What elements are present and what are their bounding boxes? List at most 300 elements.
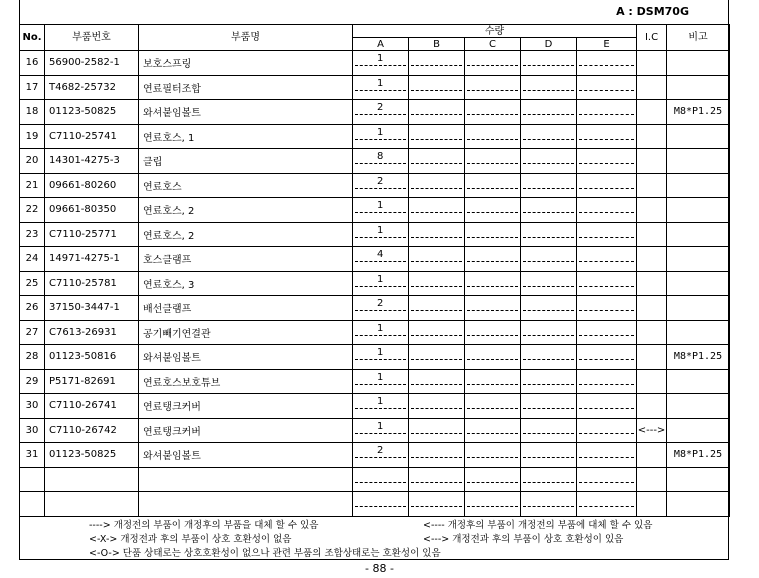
qty-dash-line xyxy=(579,163,634,164)
qty-cell-b xyxy=(409,394,465,419)
qty-cell-e xyxy=(577,222,637,247)
qty-cell-a xyxy=(353,443,409,468)
qty-dash-line xyxy=(579,310,634,311)
qty-dash-line xyxy=(411,408,462,409)
qty-dash-line xyxy=(579,212,634,213)
qty-cell-c xyxy=(465,198,521,223)
qty-cell-c xyxy=(465,369,521,394)
part-name: 연료호스보호튜브 xyxy=(139,369,353,394)
header-ic: I.C xyxy=(637,25,667,51)
remark-cell: M8*P1.25 xyxy=(667,100,730,125)
table-row xyxy=(20,100,730,125)
qty-cell-d xyxy=(521,418,577,443)
qty-dash-line xyxy=(355,163,406,164)
qty-dash-line xyxy=(467,188,518,189)
qty-dash-line xyxy=(411,65,462,66)
ic-cell xyxy=(637,369,667,394)
qty-cell-a xyxy=(353,345,409,370)
row-number: 17 xyxy=(20,75,45,100)
qty-dash-line xyxy=(355,65,406,66)
qty-cell-b xyxy=(409,320,465,345)
qty-cell-d xyxy=(521,247,577,272)
qty-dash-line xyxy=(579,457,634,458)
qty-dash-line xyxy=(411,212,462,213)
qty-dash-line xyxy=(523,335,574,336)
qty-dash-line xyxy=(411,433,462,434)
qty-dash-line xyxy=(411,457,462,458)
header-col-b: B xyxy=(409,38,465,51)
qty-value: 8 xyxy=(377,151,384,162)
qty-cell-a xyxy=(353,320,409,345)
ic-cell xyxy=(637,173,667,198)
table-row xyxy=(20,271,730,296)
ic-cell xyxy=(637,443,667,468)
qty-dash-line xyxy=(467,65,518,66)
row-number: 26 xyxy=(20,296,45,321)
part-number: C7110-26741 xyxy=(45,394,139,419)
header-col-a: A xyxy=(353,38,409,51)
part-number: T4682-25732 xyxy=(45,75,139,100)
qty-cell-b xyxy=(409,296,465,321)
qty-dash-line xyxy=(579,359,634,360)
row-number: 19 xyxy=(20,124,45,149)
qty-cell-a xyxy=(353,173,409,198)
qty-dash-line xyxy=(467,457,518,458)
part-number: 56900-2582-1 xyxy=(45,51,139,76)
qty-dash-line xyxy=(467,408,518,409)
qty-dash-line xyxy=(355,433,406,434)
qty-dash-line xyxy=(467,433,518,434)
qty-cell-b xyxy=(409,100,465,125)
qty-cell-c xyxy=(465,222,521,247)
qty-dash-line xyxy=(579,90,634,91)
qty-dash-line xyxy=(355,335,406,336)
qty-dash-line xyxy=(579,482,634,483)
qty-cell-c xyxy=(465,100,521,125)
part-number: C7110-25771 xyxy=(45,222,139,247)
qty-dash-line xyxy=(579,506,634,507)
qty-dash-line xyxy=(523,408,574,409)
qty-cell-a xyxy=(353,492,409,517)
qty-dash-line xyxy=(523,65,574,66)
qty-dash-line xyxy=(467,212,518,213)
qty-dash-line xyxy=(579,237,634,238)
qty-dash-line xyxy=(579,286,634,287)
qty-cell-d xyxy=(521,173,577,198)
part-number: C7613-26931 xyxy=(45,320,139,345)
ic-cell xyxy=(637,51,667,76)
qty-cell-d xyxy=(521,222,577,247)
page-number: - 88 - xyxy=(365,562,394,575)
ic-cell xyxy=(637,198,667,223)
qty-dash-line xyxy=(467,114,518,115)
row-number: 28 xyxy=(20,345,45,370)
remark-cell xyxy=(667,369,730,394)
qty-dash-line xyxy=(523,457,574,458)
qty-cell-e xyxy=(577,418,637,443)
qty-value: 1 xyxy=(377,273,384,285)
table-row xyxy=(20,492,730,517)
qty-cell-b xyxy=(409,222,465,247)
part-number: 09661-80260 xyxy=(45,173,139,198)
qty-value: 1 xyxy=(377,396,384,407)
table-row xyxy=(20,75,730,100)
qty-dash-line xyxy=(411,359,462,360)
remark-cell xyxy=(667,492,730,517)
qty-cell-e xyxy=(577,198,637,223)
qty-cell-d xyxy=(521,100,577,125)
qty-cell-d xyxy=(521,271,577,296)
qty-cell-d xyxy=(521,369,577,394)
legend-line: <---- 개정후의 부품이 개정전의 부품에 대체 할 수 있음 xyxy=(423,520,653,531)
qty-dash-line xyxy=(411,310,462,311)
part-number: 01123-50816 xyxy=(45,345,139,370)
table-row xyxy=(20,51,730,76)
qty-dash-line xyxy=(579,188,634,189)
qty-cell-b xyxy=(409,173,465,198)
part-number xyxy=(45,467,139,492)
qty-dash-line xyxy=(467,286,518,287)
qty-dash-line xyxy=(579,139,634,140)
qty-cell-b xyxy=(409,345,465,370)
qty-cell-a xyxy=(353,247,409,272)
qty-cell-e xyxy=(577,100,637,125)
part-number: 14301-4275-3 xyxy=(45,149,139,174)
ic-cell xyxy=(637,149,667,174)
part-name: 배선클램프 xyxy=(139,296,353,321)
part-number: C7110-25741 xyxy=(45,124,139,149)
qty-value: 1 xyxy=(377,224,384,236)
part-number: 01123-50825 xyxy=(45,100,139,125)
qty-dash-line xyxy=(355,114,406,115)
table-row xyxy=(20,369,730,394)
qty-cell-a xyxy=(353,51,409,76)
qty-dash-line xyxy=(523,433,574,434)
qty-dash-line xyxy=(411,188,462,189)
qty-dash-line xyxy=(523,188,574,189)
qty-dash-line xyxy=(355,139,406,140)
qty-dash-line xyxy=(523,384,574,385)
remark-cell xyxy=(667,418,730,443)
qty-dash-line xyxy=(355,384,406,385)
qty-cell-b xyxy=(409,443,465,468)
qty-cell-d xyxy=(521,345,577,370)
qty-dash-line xyxy=(467,90,518,91)
qty-cell-e xyxy=(577,124,637,149)
qty-cell-c xyxy=(465,173,521,198)
legend-line: ----> 개정전의 부품이 개정후의 부품을 대체 할 수 있음 xyxy=(89,520,319,531)
remark-cell xyxy=(667,75,730,100)
qty-dash-line xyxy=(579,384,634,385)
qty-cell-a xyxy=(353,75,409,100)
part-name: 보호스프링 xyxy=(139,51,353,76)
qty-cell-a xyxy=(353,394,409,419)
qty-cell-c xyxy=(465,345,521,370)
qty-value: 1 xyxy=(377,77,384,89)
qty-dash-line xyxy=(579,65,634,66)
qty-dash-line xyxy=(355,90,406,91)
qty-cell-b xyxy=(409,124,465,149)
remark-cell xyxy=(667,467,730,492)
qty-cell-c xyxy=(465,492,521,517)
table-row xyxy=(20,222,730,247)
qty-cell-c xyxy=(465,443,521,468)
table-row xyxy=(20,124,730,149)
remark-cell xyxy=(667,296,730,321)
parts-table xyxy=(19,24,730,517)
remark-cell xyxy=(667,198,730,223)
qty-cell-e xyxy=(577,320,637,345)
ic-cell xyxy=(637,467,667,492)
qty-cell-a xyxy=(353,271,409,296)
qty-value: 1 xyxy=(377,200,384,211)
row-number: 20 xyxy=(20,149,45,174)
qty-dash-line xyxy=(411,506,462,507)
qty-cell-e xyxy=(577,75,637,100)
qty-dash-line xyxy=(523,506,574,507)
part-name: 와셔붙임볼트 xyxy=(139,100,353,125)
ic-cell xyxy=(637,345,667,370)
qty-value: 1 xyxy=(377,322,384,334)
qty-cell-e xyxy=(577,369,637,394)
qty-dash-line xyxy=(523,286,574,287)
qty-cell-d xyxy=(521,198,577,223)
ic-cell xyxy=(637,100,667,125)
qty-dash-line xyxy=(579,335,634,336)
qty-dash-line xyxy=(411,384,462,385)
ic-cell: <---> xyxy=(637,418,667,443)
part-name: 호스클램프 xyxy=(139,247,353,272)
qty-dash-line xyxy=(355,237,406,238)
row-number: 18 xyxy=(20,100,45,125)
qty-dash-line xyxy=(411,286,462,287)
qty-dash-line xyxy=(467,335,518,336)
part-name: 연료탱크커버 xyxy=(139,418,353,443)
qty-cell-b xyxy=(409,51,465,76)
qty-cell-e xyxy=(577,271,637,296)
qty-dash-line xyxy=(355,457,406,458)
qty-cell-b xyxy=(409,149,465,174)
qty-cell-c xyxy=(465,418,521,443)
qty-dash-line xyxy=(467,237,518,238)
qty-value: 2 xyxy=(377,298,384,309)
part-name: 연료호스, 2 xyxy=(139,222,353,247)
part-name xyxy=(139,467,353,492)
qty-cell-a xyxy=(353,369,409,394)
qty-dash-line xyxy=(467,506,518,507)
table-row xyxy=(20,467,730,492)
qty-dash-line xyxy=(523,310,574,311)
qty-dash-line xyxy=(523,482,574,483)
qty-cell-d xyxy=(521,75,577,100)
qty-dash-line xyxy=(411,163,462,164)
qty-cell-a xyxy=(353,222,409,247)
qty-value: 1 xyxy=(377,420,384,432)
qty-cell-a xyxy=(353,467,409,492)
qty-value: 2 xyxy=(377,175,384,187)
qty-cell-c xyxy=(465,247,521,272)
part-name: 와셔붙임볼트 xyxy=(139,345,353,370)
qty-dash-line xyxy=(523,237,574,238)
qty-dash-line xyxy=(467,482,518,483)
remark-cell: M8*P1.25 xyxy=(667,443,730,468)
qty-cell-c xyxy=(465,75,521,100)
qty-cell-d xyxy=(521,443,577,468)
qty-dash-line xyxy=(355,188,406,189)
row-number: 30 xyxy=(20,394,45,419)
qty-value: 2 xyxy=(377,102,384,113)
remark-cell: M8*P1.25 xyxy=(667,345,730,370)
table-row xyxy=(20,247,730,272)
row-number xyxy=(20,492,45,517)
qty-dash-line xyxy=(411,261,462,262)
part-number: C7110-26742 xyxy=(45,418,139,443)
qty-cell-b xyxy=(409,271,465,296)
qty-dash-line xyxy=(523,139,574,140)
part-name: 공기빼기연결관 xyxy=(139,320,353,345)
qty-dash-line xyxy=(411,482,462,483)
qty-cell-c xyxy=(465,467,521,492)
qty-dash-line xyxy=(411,90,462,91)
qty-dash-line xyxy=(467,384,518,385)
qty-cell-e xyxy=(577,492,637,517)
qty-cell-e xyxy=(577,296,637,321)
qty-dash-line xyxy=(355,359,406,360)
qty-dash-line xyxy=(467,261,518,262)
qty-cell-e xyxy=(577,345,637,370)
qty-dash-line xyxy=(467,163,518,164)
row-number: 29 xyxy=(20,369,45,394)
header-no: No. xyxy=(20,25,45,51)
ic-cell xyxy=(637,394,667,419)
table-row xyxy=(20,173,730,198)
qty-cell-d xyxy=(521,296,577,321)
qty-value: 2 xyxy=(377,445,384,456)
qty-cell-c xyxy=(465,271,521,296)
qty-dash-line xyxy=(355,261,406,262)
legend-line: <-O-> 단품 상태로는 상호호환성이 없으나 관련 부품의 조합상태로는 호환성이 있음 xyxy=(89,548,441,559)
qty-cell-b xyxy=(409,492,465,517)
qty-dash-line xyxy=(355,506,406,507)
qty-dash-line xyxy=(411,237,462,238)
qty-dash-line xyxy=(355,310,406,311)
qty-cell-b xyxy=(409,198,465,223)
qty-cell-b xyxy=(409,467,465,492)
qty-value: 4 xyxy=(377,249,384,260)
qty-dash-line xyxy=(411,114,462,115)
header-col-d: D xyxy=(521,38,577,51)
qty-dash-line xyxy=(523,212,574,213)
qty-cell-a xyxy=(353,296,409,321)
qty-dash-line xyxy=(411,335,462,336)
ic-cell xyxy=(637,222,667,247)
remark-cell xyxy=(667,394,730,419)
qty-cell-c xyxy=(465,51,521,76)
qty-cell-a xyxy=(353,418,409,443)
qty-dash-line xyxy=(467,310,518,311)
header-name: 부품명 xyxy=(139,25,353,51)
remark-cell xyxy=(667,222,730,247)
table-row xyxy=(20,149,730,174)
qty-cell-d xyxy=(521,149,577,174)
qty-cell-a xyxy=(353,198,409,223)
ic-cell xyxy=(637,296,667,321)
ic-cell xyxy=(637,247,667,272)
qty-dash-line xyxy=(411,139,462,140)
table-row xyxy=(20,443,730,468)
remark-cell xyxy=(667,271,730,296)
qty-cell-d xyxy=(521,320,577,345)
header-col-e: E xyxy=(577,38,637,51)
ic-cell xyxy=(637,75,667,100)
row-number: 24 xyxy=(20,247,45,272)
qty-dash-line xyxy=(579,408,634,409)
qty-cell-e xyxy=(577,149,637,174)
qty-cell-c xyxy=(465,149,521,174)
qty-dash-line xyxy=(467,359,518,360)
row-number xyxy=(20,467,45,492)
qty-cell-d xyxy=(521,394,577,419)
qty-cell-b xyxy=(409,247,465,272)
qty-dash-line xyxy=(523,90,574,91)
row-number: 31 xyxy=(20,443,45,468)
qty-dash-line xyxy=(579,114,634,115)
qty-dash-line xyxy=(579,433,634,434)
part-name: 와셔붙임볼트 xyxy=(139,443,353,468)
qty-cell-a xyxy=(353,124,409,149)
qty-cell-d xyxy=(521,124,577,149)
legend xyxy=(19,514,729,560)
qty-cell-d xyxy=(521,492,577,517)
table-row xyxy=(20,198,730,223)
qty-cell-e xyxy=(577,394,637,419)
header-col-c: C xyxy=(465,38,521,51)
part-name: 연료호스, 1 xyxy=(139,124,353,149)
remark-cell xyxy=(667,247,730,272)
qty-cell-e xyxy=(577,467,637,492)
qty-dash-line xyxy=(355,482,406,483)
row-number: 30 xyxy=(20,418,45,443)
table-row xyxy=(20,418,730,443)
qty-cell-e xyxy=(577,173,637,198)
table-row xyxy=(20,394,730,419)
qty-cell-a xyxy=(353,149,409,174)
ic-cell xyxy=(637,124,667,149)
part-name: 클립 xyxy=(139,149,353,174)
legend-line: <---> 개정전과 후의 부품이 상호 호환성이 있음 xyxy=(423,534,624,545)
qty-cell-a xyxy=(353,100,409,125)
qty-cell-b xyxy=(409,75,465,100)
part-number: C7110-25781 xyxy=(45,271,139,296)
qty-dash-line xyxy=(523,114,574,115)
part-name: 연료탱크커버 xyxy=(139,394,353,419)
part-number: 14971-4275-1 xyxy=(45,247,139,272)
remark-cell xyxy=(667,320,730,345)
part-name: 연료호스, 2 xyxy=(139,198,353,223)
header-part-no: 부품번호 xyxy=(45,25,139,51)
model-label: A : DSM70G xyxy=(616,5,689,18)
remark-cell xyxy=(667,51,730,76)
table-row xyxy=(20,320,730,345)
qty-cell-c xyxy=(465,394,521,419)
qty-value: 1 xyxy=(377,53,384,64)
legend-line: <-X-> 개정전과 후의 부품이 상호 호환성이 없음 xyxy=(89,534,292,545)
header-qty: 수량 xyxy=(353,25,637,38)
qty-cell-d xyxy=(521,467,577,492)
row-number: 23 xyxy=(20,222,45,247)
qty-dash-line xyxy=(355,212,406,213)
qty-dash-line xyxy=(467,139,518,140)
